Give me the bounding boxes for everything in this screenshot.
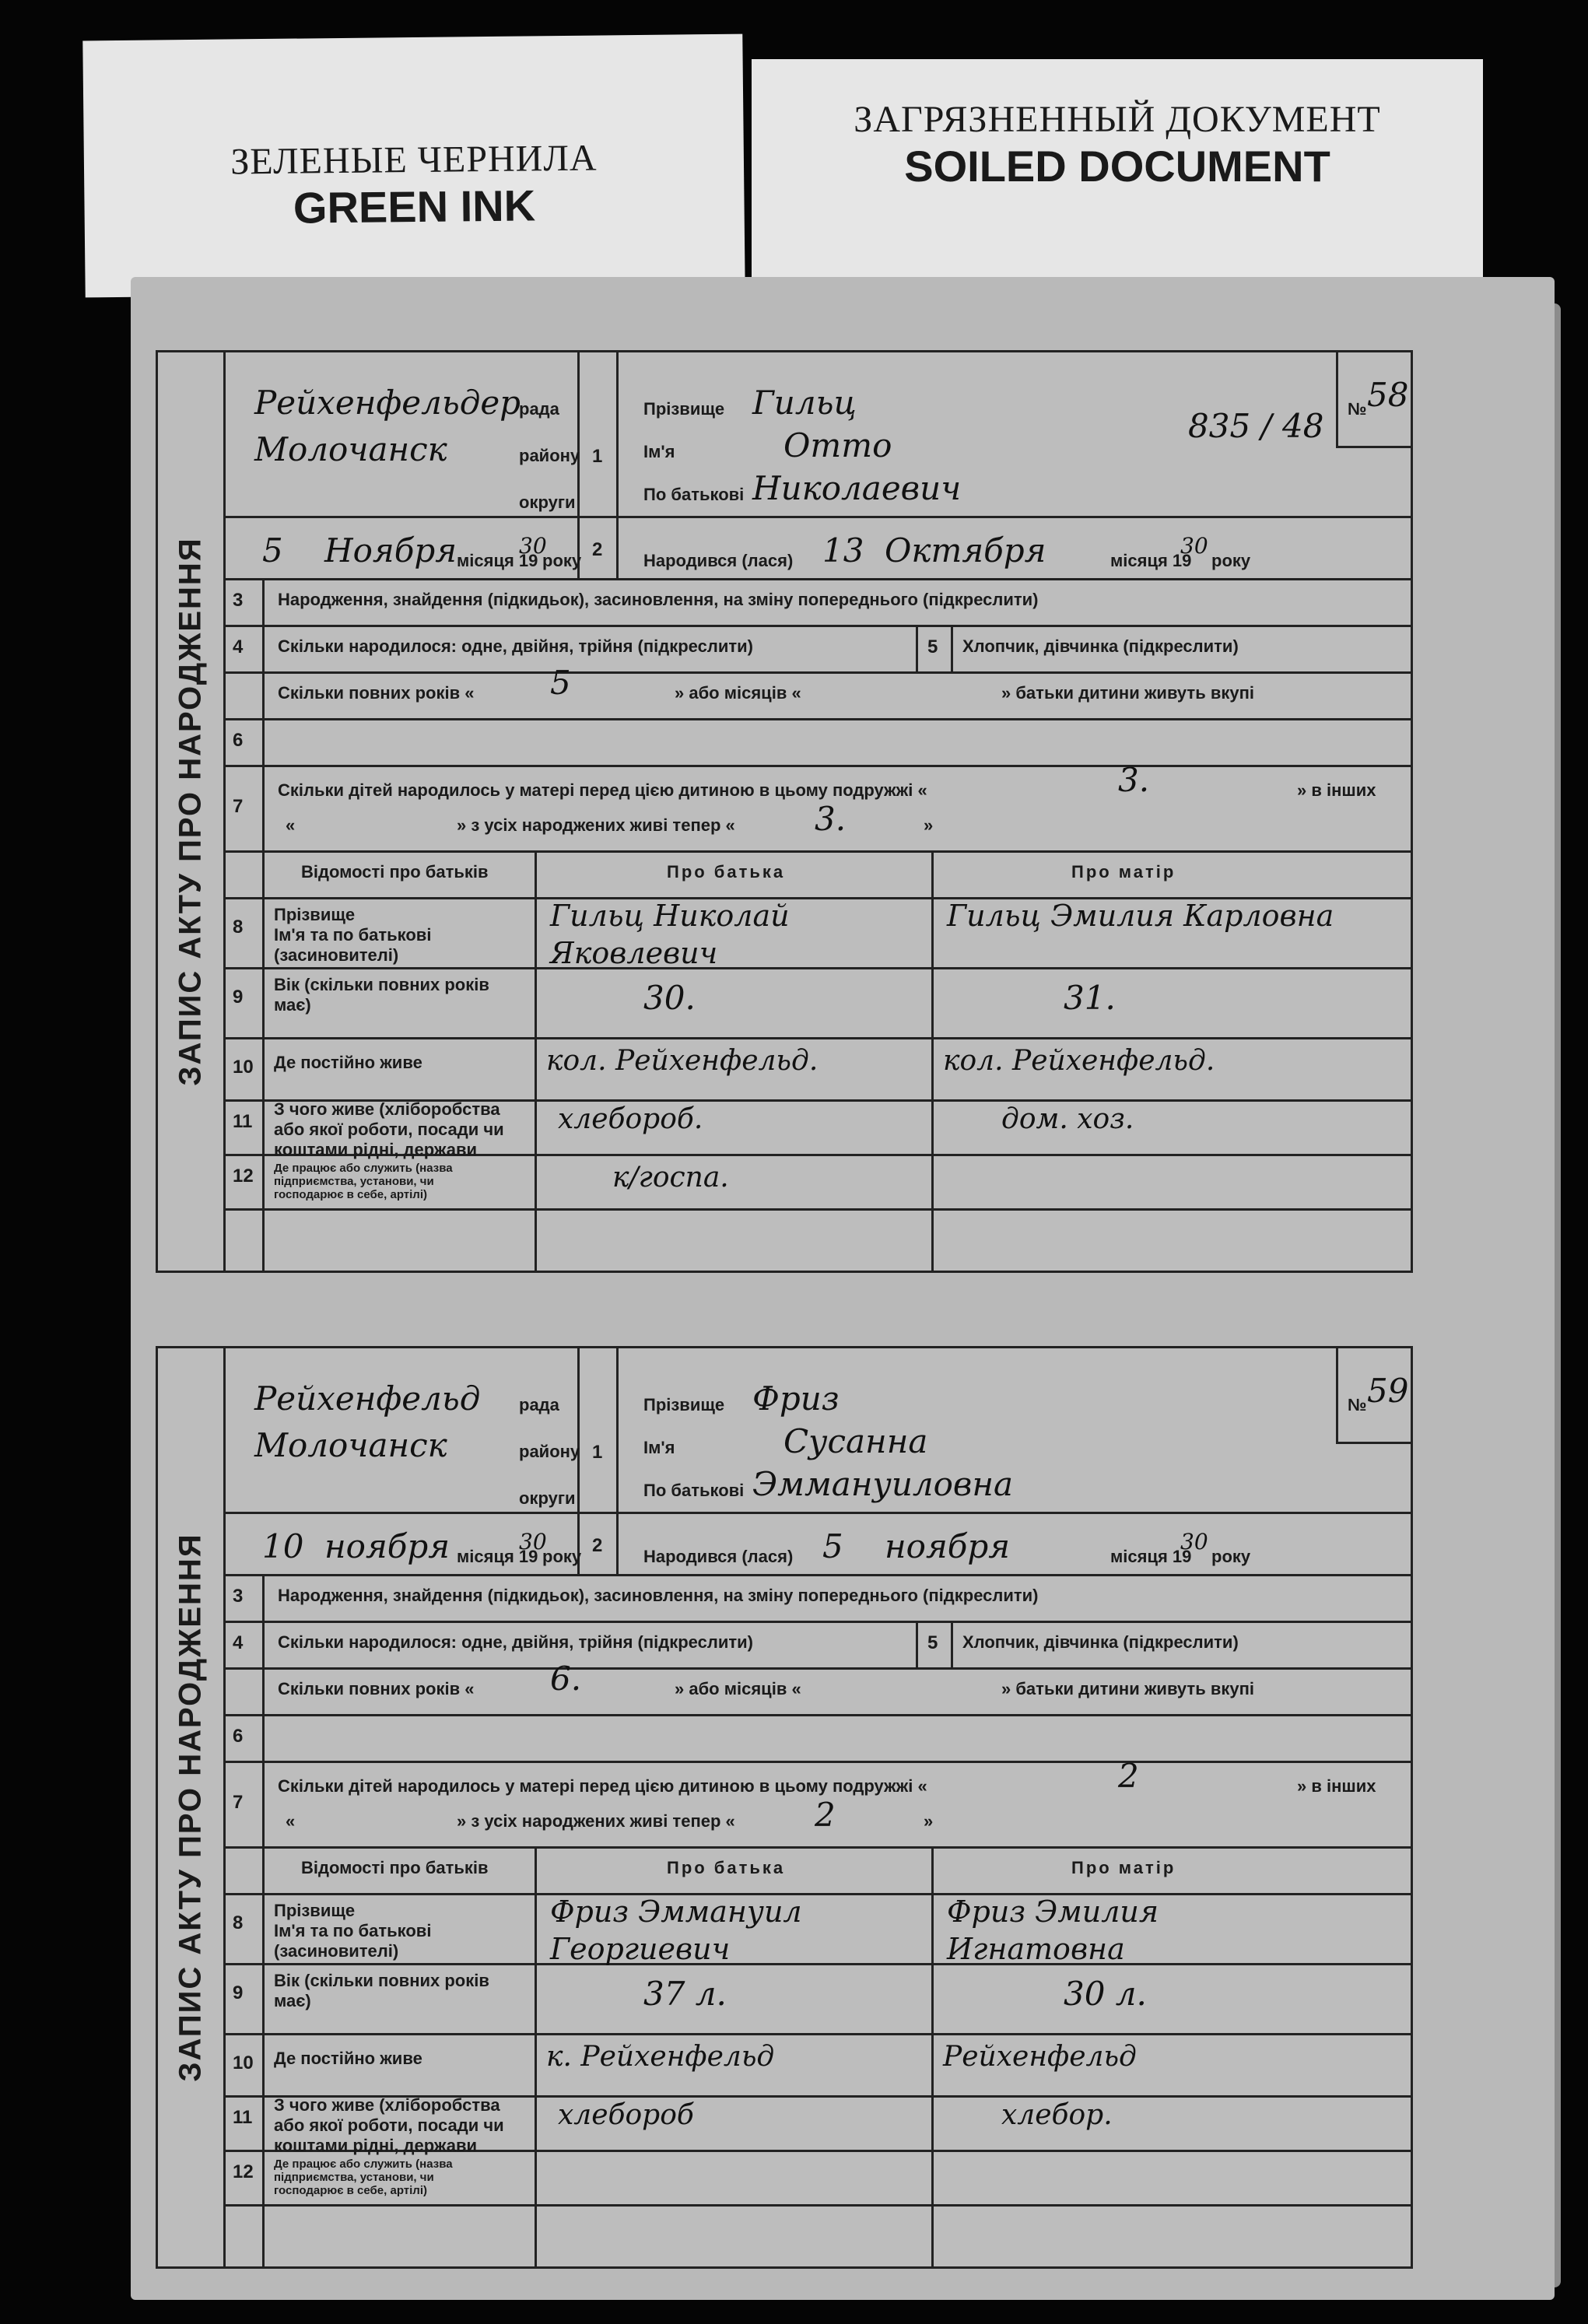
hw-years: 6. [550, 1660, 582, 1698]
r10-label: Де постійно живе [274, 1053, 422, 1072]
rule [616, 1348, 619, 1574]
hw-father-res: к. Рейхенфельд [546, 2041, 775, 2073]
rule [951, 1621, 953, 1667]
raion-label: району [519, 446, 580, 465]
rule [223, 1761, 1411, 1763]
row-num: 11 [233, 2107, 253, 2128]
row-num: 5 [927, 1632, 938, 1653]
birth-record-form [156, 1346, 1413, 2269]
row3-text: Народження, знайдення (підкидьок), засиновлення, на зміну попереднього (підкреслити) [278, 590, 1039, 609]
number-label: № [1348, 1395, 1367, 1414]
rule [931, 850, 934, 1271]
reg-year-label: року [542, 1547, 582, 1566]
row7-b: » в інших [1297, 1776, 1376, 1796]
row6-b: » або місяців « [675, 683, 801, 703]
r11-label: З чого живе (хліборобства або якої роботи, посади чи коштами рідні, держави [274, 1099, 504, 1159]
hw-birth-year: 30 [1180, 1529, 1208, 1555]
row7-c: « [286, 1811, 296, 1831]
rule [1336, 1442, 1411, 1444]
row-num: 10 [233, 1057, 254, 1078]
hw-years: 5 [550, 664, 571, 702]
row7-d: » з усіх народжених живі тепер « [457, 1811, 735, 1831]
parents-info-label: Відомості про батьків [301, 1858, 489, 1877]
row-num: 12 [233, 2161, 254, 2182]
hw-father-name: Гильц Николай Яковлевич [550, 899, 790, 970]
row6-b: » або місяців « [675, 1679, 801, 1698]
rule [223, 765, 1411, 767]
reg-month-label: місяця 19 [457, 551, 538, 570]
hw-children-alive: 2 [815, 1796, 836, 1834]
row7-c: « [286, 815, 296, 835]
surname-label: Прізвище [643, 399, 725, 419]
rule [535, 1846, 537, 2266]
birth-month-label: місяця 19 [1110, 551, 1192, 570]
rule [1336, 352, 1338, 446]
row5-text: Хлопчик, дівчинка (підкреслити) [962, 1632, 1239, 1652]
r9-label: Вік (скільки повних років має) [274, 975, 489, 1015]
row-num: 8 [233, 917, 244, 938]
rule [1336, 446, 1411, 448]
row7-d: » з усіх народжених живі тепер « [457, 815, 735, 835]
hw-mother-res: кол. Рейхенфельд. [943, 1045, 1215, 1077]
hw-name: Сусанна [783, 1422, 928, 1460]
rule [916, 625, 918, 671]
hw-patronymic: Эммануиловна [752, 1465, 1014, 1503]
born-label: Народився (лася) [643, 1547, 794, 1566]
hw-patronymic: Николаевич [752, 469, 962, 507]
rule [951, 625, 953, 671]
row-num: 4 [233, 636, 244, 657]
hw-father-age: 30. [643, 979, 696, 1017]
hw-birth-year: 30 [1180, 533, 1208, 559]
okrugy-label: округи [519, 492, 576, 512]
hw-reg-year: 30 [519, 1529, 547, 1555]
row7-e: » [924, 815, 934, 835]
hw-raion: Молочанск [254, 430, 447, 468]
form-side-title [158, 1348, 226, 2266]
hw-reg-year: 30 [519, 533, 547, 559]
row-num: 4 [233, 1632, 244, 1653]
rule [223, 625, 1411, 627]
row-num: 3 [233, 590, 244, 611]
rule [616, 352, 619, 578]
hw-name: Отто [783, 426, 892, 464]
patronymic-label: По батькові [643, 485, 745, 504]
r10-label: Де постійно живе [274, 2049, 422, 2068]
row6-c: » батьки дитини живуть вкупі [1001, 1679, 1255, 1698]
r12-label: Де працює або служить (назва підприємства, установи, чи господарює в себе, артілі) [274, 1162, 453, 1201]
hw-surname: Гильц [752, 384, 857, 422]
row-num: 10 [233, 2052, 254, 2073]
row5-text: Хлопчик, дівчинка (підкреслити) [962, 636, 1239, 656]
rule [262, 578, 265, 1271]
hw-extra: 835 / 48 [1188, 407, 1324, 445]
hw-reg-month: ноября [324, 1527, 450, 1565]
hw-number: 59 [1367, 1372, 1409, 1410]
hw-father-name: Фриз Эммануил Георгиевич [550, 1895, 802, 1966]
hw-mother-age: 30 л. [1064, 1975, 1147, 2013]
rule [223, 671, 1411, 674]
r12-label: Де працює або служить (назва підприємства, установи, чи господарює в себе, артілі) [274, 2157, 453, 2197]
side-title-text: ЗАПИС АКТУ ПРО НАРОДЖЕННЯ [173, 1533, 208, 2082]
hw-children-alive: 3. [815, 800, 847, 838]
row-num: 3 [233, 1586, 244, 1607]
rule [223, 2204, 1411, 2207]
hw-mother-occ: дом. хоз. [1001, 1103, 1134, 1135]
hw-father-occ: хлебороб [558, 2099, 694, 2131]
hw-father-work: к/госпа. [612, 1162, 729, 1194]
hw-reg-month: Ноября [324, 531, 457, 570]
rule [223, 2033, 1411, 2035]
hw-birth-day: 13 [822, 531, 864, 570]
hw-mother-name: Фриз Эмилия Игнатовна [947, 1895, 1159, 1966]
surname-label: Прізвище [643, 1395, 725, 1414]
birth-year-label: року [1211, 551, 1251, 570]
rule [223, 516, 1411, 518]
hw-rada: Рейхенфельдер [254, 384, 521, 422]
rule [223, 1621, 1411, 1623]
green-ink-label [82, 34, 745, 298]
name-label: Ім'я [643, 442, 675, 461]
row-num: 6 [233, 730, 244, 751]
okrugy-label: округи [519, 1488, 576, 1508]
row-num: 12 [233, 1166, 254, 1187]
row6-a: Скільки повних років « [278, 1679, 475, 1698]
hw-number: 58 [1367, 376, 1409, 414]
hw-birth-month: Октября [885, 531, 1046, 570]
row6-a: Скільки повних років « [278, 683, 475, 703]
rule [223, 1714, 1411, 1716]
row-num: 8 [233, 1912, 244, 1933]
hw-rada: Рейхенфельд [254, 1379, 481, 1418]
row-num: 9 [233, 1982, 244, 2003]
reg-month-label: місяця 19 [457, 1547, 538, 1566]
row-num: 2 [592, 1535, 603, 1556]
row-num: 2 [592, 539, 603, 560]
green-ink-en: GREEN INK [293, 181, 536, 233]
hw-birth-month: ноября [885, 1527, 1011, 1565]
rada-label: рада [519, 1395, 559, 1414]
rule [223, 850, 1411, 853]
patronymic-label: По батькові [643, 1481, 745, 1500]
hw-raion: Молочанск [254, 1426, 447, 1464]
hw-mother-name: Гильц Эмилия Карловна [947, 899, 1334, 933]
rule [1336, 1348, 1338, 1442]
row-num: 1 [592, 1442, 603, 1463]
r11-label: З чого живе (хліборобства або якої роботи, посади чи коштами рідні, держави [274, 2095, 504, 2155]
father-col-label: Про батька [667, 1858, 786, 1877]
hw-children-before: 2 [1118, 1757, 1139, 1795]
hw-surname: Фриз [752, 1379, 840, 1418]
hw-reg-day: 5 [262, 531, 283, 570]
rule [223, 1208, 1411, 1211]
row6-c: » батьки дитини живуть вкупі [1001, 683, 1255, 703]
row-num: 7 [233, 1792, 244, 1813]
father-col-label: Про батька [667, 862, 786, 882]
row7-b: » в інших [1297, 780, 1376, 800]
number-label: № [1348, 399, 1367, 419]
r9-label: Вік (скільки повних років має) [274, 1971, 489, 2010]
hw-mother-occ: хлебор. [1001, 2099, 1113, 2131]
rule [223, 1667, 1411, 1670]
rule [262, 1574, 265, 2266]
parents-info-label: Відомості про батьків [301, 862, 489, 882]
name-label: Ім'я [643, 1438, 675, 1457]
row4-text: Скільки народилося: одне, двійня, трійня (підкреслити) [278, 1632, 753, 1652]
form-side-title [158, 352, 226, 1271]
row7-a: Скільки дітей народилось у матері перед цією дитиною в цьому подружжі « [278, 1776, 927, 1796]
mother-col-label: Про матір [1071, 862, 1176, 882]
birth-record-form [156, 350, 1413, 1273]
r8-label: Прізвище Ім'я та по батькові (засиновителі) [274, 1901, 432, 1961]
hw-father-occ: хлебороб. [558, 1103, 703, 1135]
rule [223, 1846, 1411, 1849]
hw-father-res: кол. Рейхенфельд. [546, 1045, 819, 1077]
reg-year-label: року [542, 551, 582, 570]
hw-birth-day: 5 [822, 1527, 843, 1565]
row7-a: Скільки дітей народилось у матері перед цією дитиною в цьому подружжі « [278, 780, 927, 800]
soiled-en: SOILED DOCUMENT [904, 142, 1330, 191]
side-title-text: ЗАПИС АКТУ ПРО НАРОДЖЕННЯ [173, 537, 208, 1086]
row-num: 7 [233, 796, 244, 817]
row7-e: » [924, 1811, 934, 1831]
rule [916, 1621, 918, 1667]
born-label: Народився (лася) [643, 551, 794, 570]
hw-reg-day: 10 [262, 1527, 304, 1565]
raion-label: району [519, 1442, 580, 1461]
hw-mother-age: 31. [1064, 979, 1116, 1017]
row4-text: Скільки народилося: одне, двійня, трійня (підкреслити) [278, 636, 753, 656]
row-num: 1 [592, 446, 603, 467]
rule [223, 1512, 1411, 1514]
row-num: 11 [233, 1111, 253, 1132]
rule [223, 578, 1411, 580]
rada-label: рада [519, 399, 559, 419]
rule [223, 718, 1411, 720]
row-num: 9 [233, 987, 244, 1008]
hw-children-before: 3. [1118, 761, 1150, 799]
hw-mother-res: Рейхенфельд [943, 2041, 1137, 2073]
birth-year-label: року [1211, 1547, 1251, 1566]
rule [931, 1846, 934, 2266]
rule [223, 1037, 1411, 1039]
rule [223, 1574, 1411, 1576]
green-ink-ru: ЗЕЛЕНЫЕ ЧЕРНИЛА [230, 137, 598, 183]
row3-text: Народження, знайдення (підкидьок), засиновлення, на зміну попереднього (підкреслити) [278, 1586, 1039, 1605]
row-num: 6 [233, 1726, 244, 1747]
soiled-ru: ЗАГРЯЗНЕННЫЙ ДОКУМЕНТ [854, 99, 1381, 140]
soiled-document-label [752, 59, 1483, 293]
row-num: 5 [927, 636, 938, 657]
r8-label: Прізвище Ім'я та по батькові (засиновителі) [274, 905, 432, 965]
mother-col-label: Про матір [1071, 1858, 1176, 1877]
birth-month-label: місяця 19 [1110, 1547, 1192, 1566]
rule [535, 850, 537, 1271]
hw-father-age: 37 л. [643, 1975, 727, 2013]
